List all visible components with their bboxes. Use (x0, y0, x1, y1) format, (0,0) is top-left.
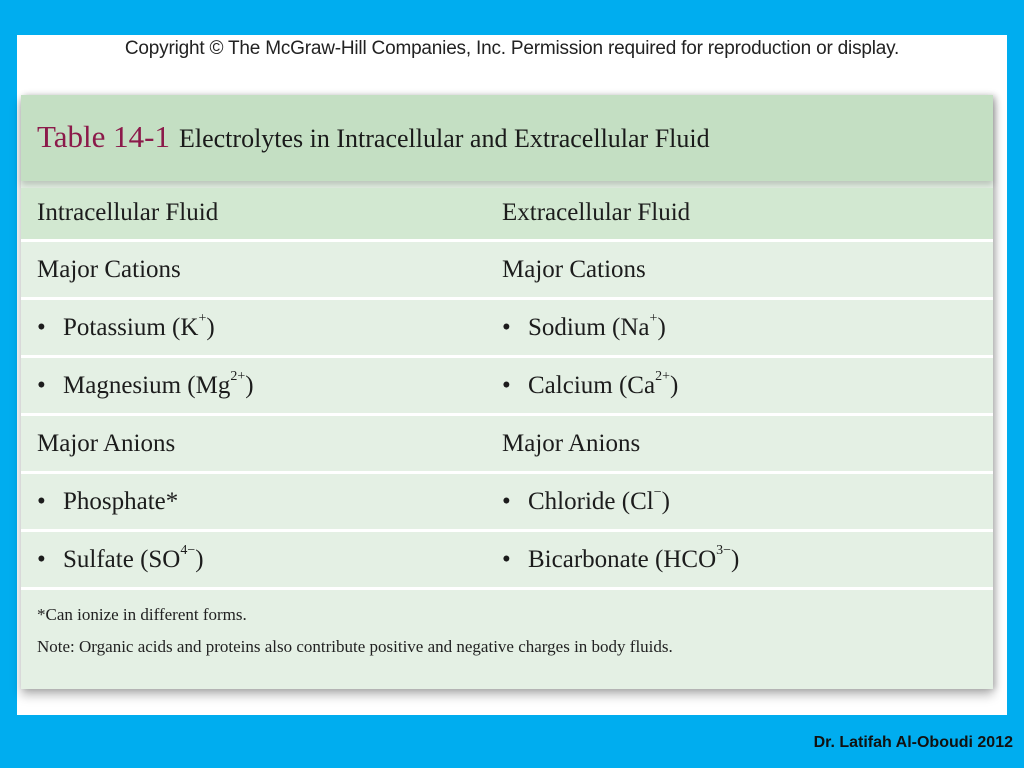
slide-content (17, 35, 1007, 715)
table-row (21, 358, 993, 416)
bullet: • (37, 546, 46, 573)
bullet: • (502, 314, 511, 341)
bullet: • (502, 372, 511, 399)
author-credit: Dr. Latifah Al-Oboudi 2012 (813, 734, 1013, 751)
table-row (21, 300, 993, 358)
cations-heading-left: Major Cations (37, 256, 181, 283)
cations-heading-row (21, 242, 993, 300)
anions-heading-right: Major Anions (502, 430, 641, 457)
anions-heading-row (21, 416, 993, 474)
table-row (21, 532, 993, 590)
anion-left-2: • Sulfate $(SO^{4-})$ (37, 532, 204, 587)
column-header-row (21, 188, 993, 242)
cation-left-2: • Magnesium $(Mg^{2+})$ (37, 358, 254, 413)
anions-heading-left: Major Anions (37, 430, 176, 457)
footnote-ionize: *Can ionize in different forms. (37, 605, 247, 624)
anion-right-2: • Bicarbonate $(HCO^{3-})$ (502, 532, 739, 587)
bullet: • (502, 546, 511, 573)
table-title: Electrolytes in Intracellular and Extracellular Fluid (179, 124, 710, 153)
column-header-extracellular: Extracellular Fluid (502, 199, 691, 226)
footnote-note: Note: Organic acids and proteins also contribute positive and negative charges in body fluids. (37, 637, 673, 656)
cation-left-1: • Potassium (K+) (37, 300, 215, 355)
bullet: • (37, 488, 46, 515)
cation-right-2: • Calcium $(Ca^{2+})$ (502, 358, 678, 413)
table-number: Table 14-1 (37, 119, 170, 154)
bullet: • (37, 372, 46, 399)
table-row (21, 474, 993, 532)
anion-right-1: • Chloride (Cl−) (502, 474, 670, 529)
table-title-bar (21, 95, 993, 181)
electrolytes-table (21, 95, 993, 689)
copyright-notice: Copyright © The McGraw-Hill Companies, Inc. Permission required for reproduction or display. (124, 38, 900, 59)
cation-right-1: • Sodium (Na+) (502, 300, 666, 355)
cations-heading-right: Major Cations (502, 256, 646, 283)
column-header-intracellular: Intracellular Fluid (37, 199, 219, 226)
anion-left-1: • Phosphate* (37, 474, 178, 529)
bullet: • (37, 314, 46, 341)
bullet: • (502, 488, 511, 515)
